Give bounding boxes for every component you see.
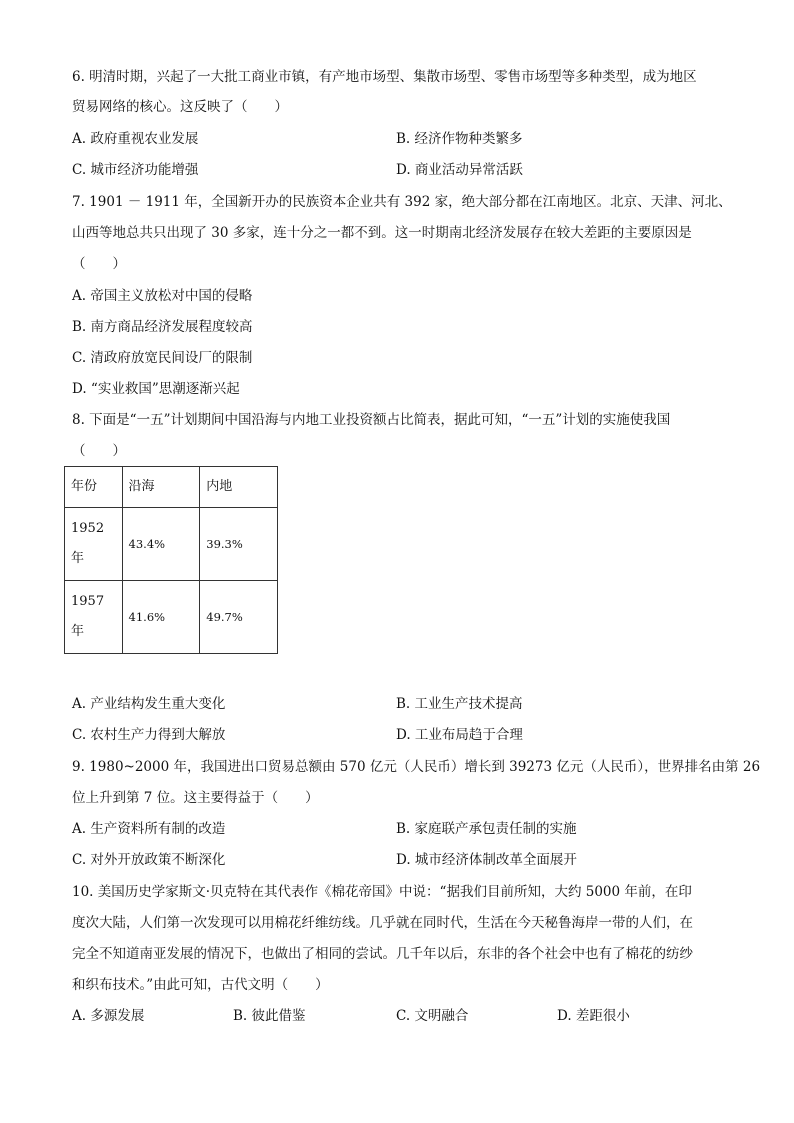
table-row	[65, 508, 278, 581]
table-row	[65, 581, 278, 654]
q10-stem-line-1: 10. 美国历史学家斯文·贝克特在其代表作《棉花帝国》中说：“据我们目前所知，大约 5000 年前，在印	[72, 884, 692, 900]
q7-stem-line-3: （ ）	[72, 256, 126, 272]
q6-stem-line-2: 贸易网络的核心。这反映了（ ）	[72, 99, 288, 115]
investment-table	[64, 466, 278, 654]
q8-stem-line-1: 8. 下面是“一五”计划期间中国沿海与内地工业投资额占比简表，据此可知，“一五”计划的实施使我国	[72, 412, 671, 428]
q8-option-b[interactable]: B. 工业生产技术提高	[396, 696, 523, 712]
q7-option-a[interactable]: A. 帝国主义放松对中国的侵略	[72, 288, 253, 304]
q8-option-a[interactable]: A. 产业结构发生重大变化	[72, 696, 226, 712]
table-header-inland: 内地	[200, 467, 278, 508]
table-cell-coastal: 41.6%	[122, 581, 200, 654]
q9-option-c[interactable]: C. 对外开放政策不断深化	[72, 852, 226, 868]
q7-option-c[interactable]: C. 清政府放宽民间设厂的限制	[72, 350, 253, 366]
q6-option-d[interactable]: D. 商业活动异常活跃	[396, 162, 523, 178]
q10-option-a[interactable]: A. 多源发展	[72, 1008, 145, 1024]
q8-stem-line-2: （ ）	[72, 443, 126, 459]
q9-option-b[interactable]: B. 家庭联产承包责任制的实施	[396, 821, 577, 837]
q6-option-b[interactable]: B. 经济作物种类繁多	[396, 131, 523, 147]
q9-option-d[interactable]: D. 城市经济体制改革全面展开	[396, 852, 577, 868]
q10-stem-line-4: 和织布技术。”由此可知，古代文明（ ）	[72, 977, 329, 993]
q8-option-d[interactable]: D. 工业布局趋于合理	[396, 727, 523, 743]
q7-stem-line-2: 山西等地总共只出现了 30 多家，连十分之一都不到。这一时期南北经济发展存在较大差距的主要原因是	[72, 225, 692, 241]
q9-stem-line-2: 位上升到第 7 位。这主要得益于（ ）	[72, 790, 319, 806]
q6-stem-line-1: 6. 明清时期，兴起了一大批工商业市镇，有产地市场型、集散市场型、零售市场型等多种类型，成为地区	[72, 69, 697, 85]
table-cell-year: 1952 年	[65, 508, 123, 581]
table-header-year: 年份	[65, 467, 123, 508]
table-cell-inland: 49.7%	[200, 581, 278, 654]
table-header-coastal: 沿海	[122, 467, 200, 508]
table-cell-coastal: 43.4%	[122, 508, 200, 581]
table-cell-inland: 39.3%	[200, 508, 278, 581]
q8-option-c[interactable]: C. 农村生产力得到大解放	[72, 727, 226, 743]
q10-stem-line-3: 完全不知道南亚发展的情况下，也做出了相同的尝试。几千年以后，东非的各个社会中也有了棉花的纺纱	[72, 946, 693, 962]
q9-stem-line-1: 9. 1980~2000 年，我国进出口贸易总额由 570 亿元（人民币）增长到 39273 亿元（人民币），世界排名由第 26	[72, 759, 761, 775]
q10-option-b[interactable]: B. 彼此借鉴	[233, 1008, 306, 1024]
q10-stem-line-2: 度次大陆，人们第一次发现可以用棉花纤维纺线。几乎就在同时代，生活在今天秘鲁海岸一带的人们，在	[72, 915, 693, 931]
q7-option-d[interactable]: D. “实业救国”思潮逐渐兴起	[72, 381, 240, 397]
q7-option-b[interactable]: B. 南方商品经济发展程度较高	[72, 319, 253, 335]
q10-option-d[interactable]: D. 差距很小	[557, 1008, 630, 1024]
table-header-row	[65, 467, 278, 508]
table-cell-year: 1957 年	[65, 581, 123, 654]
q7-stem-line-1: 7. 1901 － 1911 年，全国新开办的民族资本企业共有 392 家，绝大部分都在江南地区。北京、天津、河北、	[72, 194, 732, 210]
q6-option-a[interactable]: A. 政府重视农业发展	[72, 131, 199, 147]
q9-option-a[interactable]: A. 生产资料所有制的改造	[72, 821, 226, 837]
q6-option-c[interactable]: C. 城市经济功能增强	[72, 162, 199, 178]
q10-option-c[interactable]: C. 文明融合	[396, 1008, 469, 1024]
